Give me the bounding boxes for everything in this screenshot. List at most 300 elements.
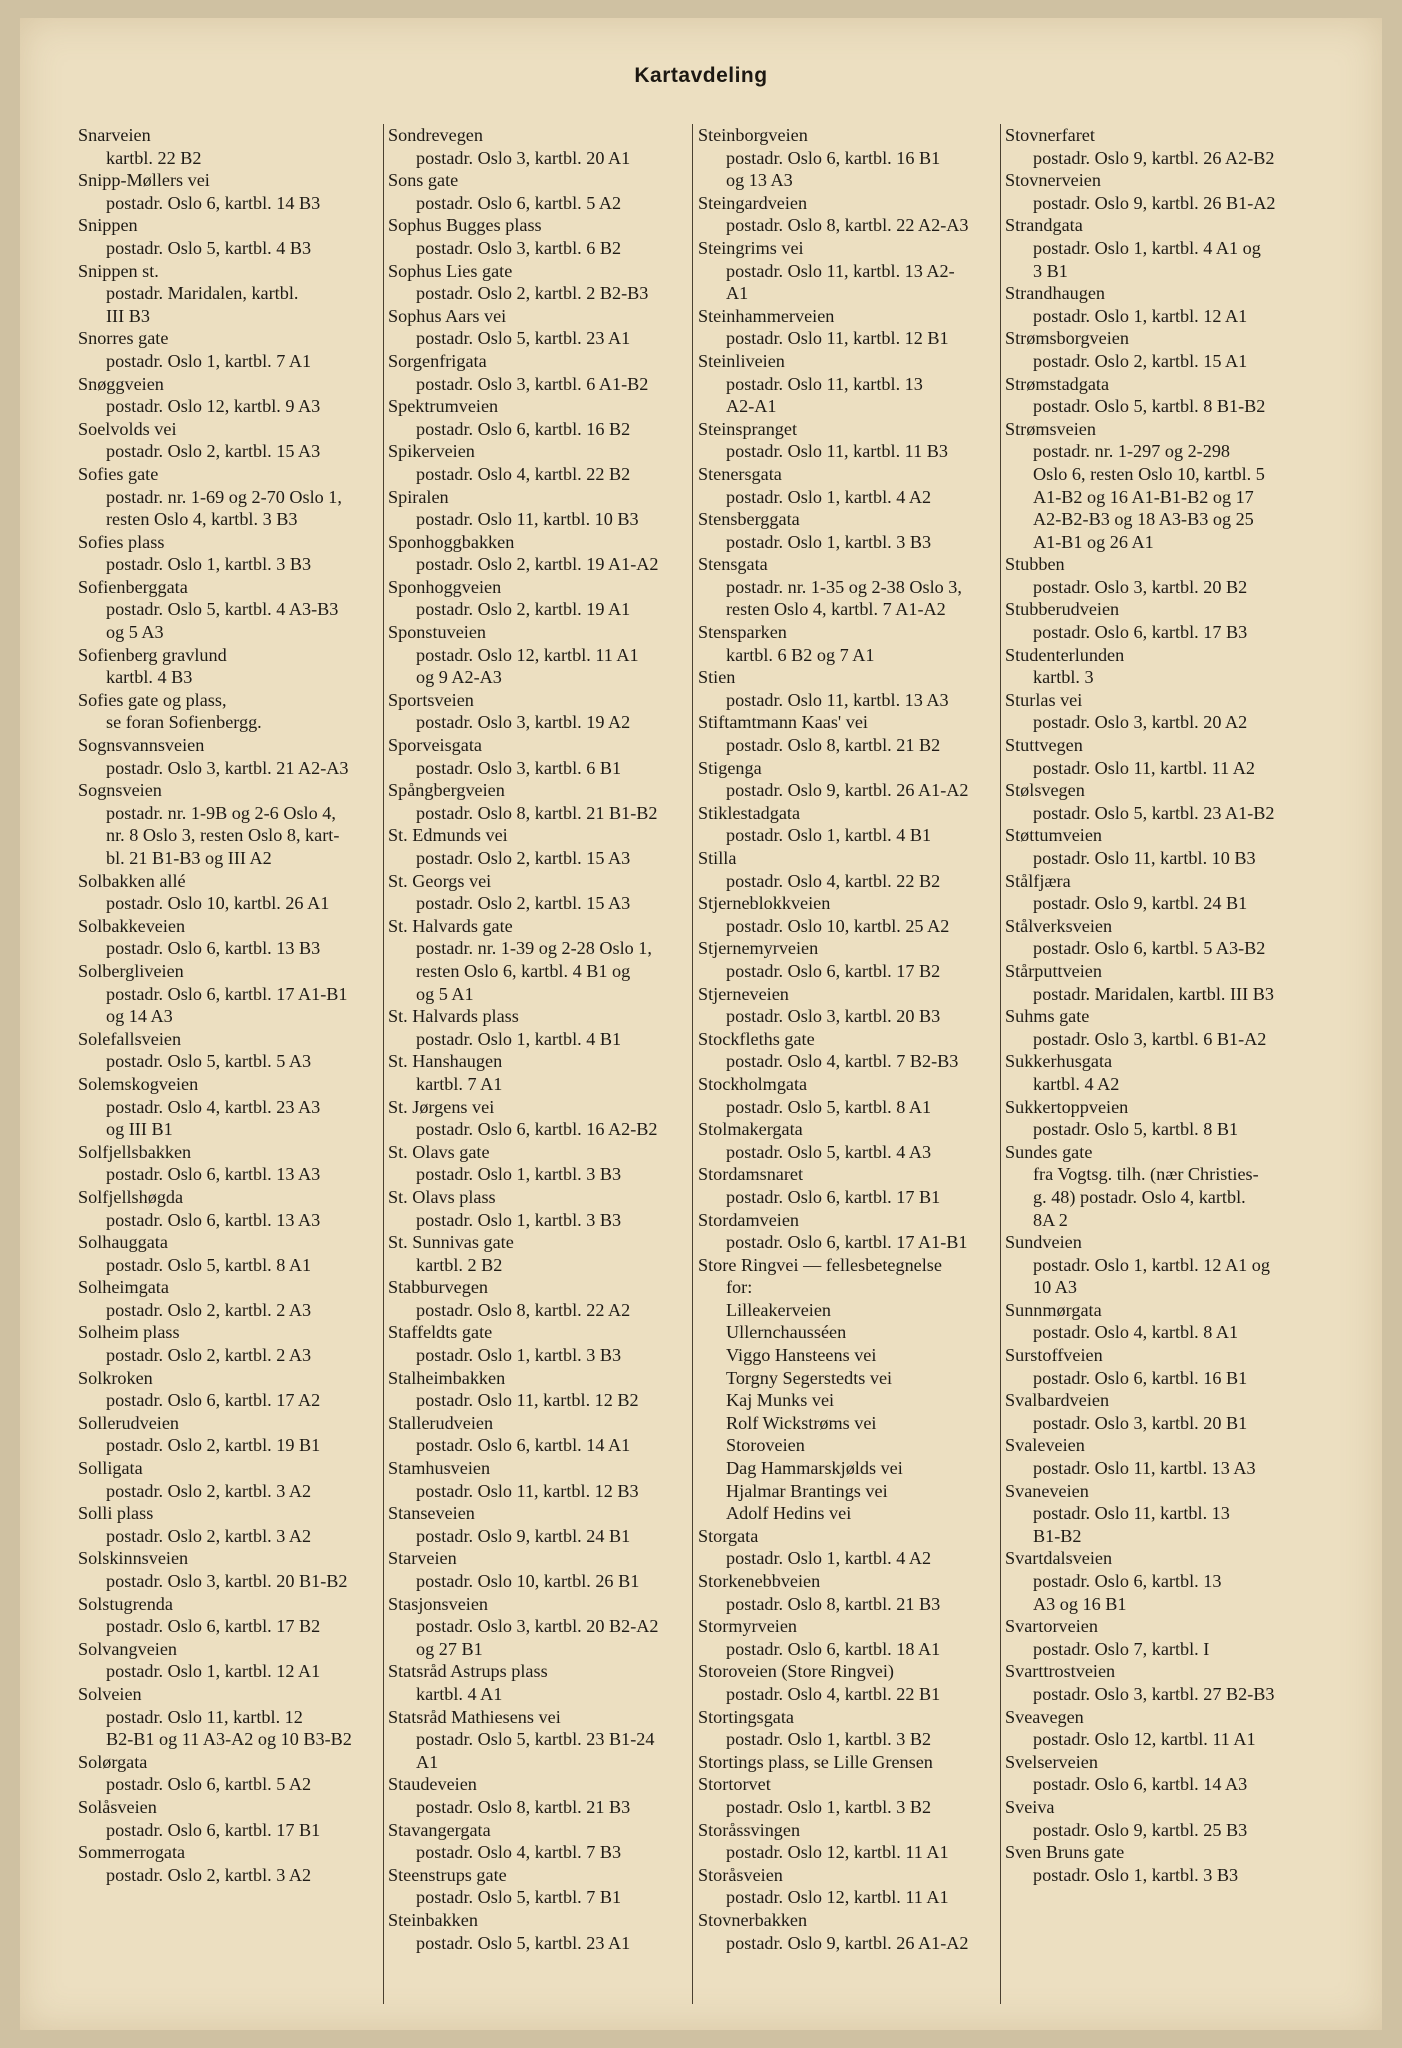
- street-name: Studenterlunden: [1005, 644, 1125, 665]
- street-name: Solheimgata: [78, 1277, 169, 1298]
- street-name: Sporveisgata: [388, 735, 482, 756]
- address-line: postadr. Oslo 6, kartbl. 16 B1: [1033, 1367, 1248, 1388]
- street-entry: [1005, 915, 1315, 960]
- street-entry: [388, 214, 690, 259]
- address-line: Hjalmar Brantings vei: [726, 1480, 888, 1501]
- street-name: Snarveien: [78, 125, 151, 145]
- address-line: kartbl. 4 A2: [1033, 1073, 1120, 1094]
- address-line: resten Oslo 4, kartbl. 3 B3: [106, 509, 298, 530]
- street-entry: [698, 1660, 1000, 1705]
- street-entry: [388, 1660, 690, 1705]
- street-entry: [1005, 1344, 1315, 1389]
- address-line: postadr. Oslo 9, kartbl. 26 A2-B2: [1033, 147, 1275, 168]
- street-entry: [388, 124, 690, 169]
- street-entry: [1005, 870, 1315, 915]
- address-line: og 14 A3: [106, 1006, 173, 1027]
- street-entry: [388, 1367, 690, 1412]
- street-entry: [78, 1638, 383, 1683]
- column-rule: [692, 124, 693, 2004]
- address-line: postadr. Oslo 5, kartbl. 4 A3: [726, 1141, 932, 1162]
- address-line: postadr. Oslo 6, kartbl. 13 A3: [106, 1164, 321, 1185]
- street-name: Stensberggata: [698, 509, 800, 530]
- street-name: Stamhusveien: [388, 1458, 491, 1479]
- address-line: A2-B2-B3 og 18 A3-B3 og 25: [1033, 509, 1254, 530]
- street-entry: [1005, 282, 1315, 327]
- street-name: Stallerudveien: [388, 1412, 494, 1433]
- street-entry: [388, 1412, 690, 1457]
- address-line: postadr. Oslo 5, kartbl. 4 B3: [106, 237, 312, 258]
- street-entry: [388, 1773, 690, 1818]
- street-name: Sophus Aars vei: [388, 305, 507, 326]
- street-entry: [388, 576, 690, 621]
- street-name: St. Hanshaugen: [388, 1051, 503, 1072]
- address-line: postadr. Oslo 6, kartbl. 17 A1-B1: [106, 983, 348, 1004]
- address-line: postadr. Oslo 2, kartbl. 19 A1: [416, 599, 631, 620]
- street-entry: [388, 1502, 690, 1547]
- street-entry: [1005, 1141, 1315, 1231]
- street-entry: [698, 1028, 1000, 1073]
- address-line: A2-A1: [726, 396, 777, 417]
- street-entry: [78, 418, 383, 463]
- street-name: Stortorvet: [698, 1774, 771, 1795]
- address-line: 10 A3: [1033, 1277, 1077, 1298]
- street-name: Snorres gate: [78, 328, 169, 349]
- address-line: postadr. Oslo 3, kartbl. 20 A2: [1033, 712, 1248, 733]
- address-line: Torgny Segerstedts vei: [726, 1367, 893, 1388]
- street-entry: [1005, 1050, 1315, 1095]
- street-name: Stigenga: [698, 757, 762, 778]
- street-name: Solfjellsbakken: [78, 1141, 192, 1162]
- street-name: Solkroken: [78, 1367, 153, 1388]
- address-line: og 27 B1: [416, 1638, 483, 1659]
- street-name: Stalheimbakken: [388, 1367, 506, 1388]
- street-entry: [388, 440, 690, 485]
- street-entry: [698, 1525, 1000, 1570]
- address-line: postadr. Oslo 3, kartbl. 20 B2: [1033, 576, 1248, 597]
- street-entry: [698, 1209, 1000, 1254]
- street-entry: [1005, 418, 1315, 554]
- address-line: postadr. Oslo 4, kartbl. 7 B2-B3: [726, 1051, 959, 1072]
- address-line: postadr. nr. 1-69 og 2-70 Oslo 1,: [106, 486, 342, 507]
- address-line: postadr. Oslo 11, kartbl. 10 B3: [1033, 848, 1256, 868]
- address-line: se foran Sofienbergg.: [106, 712, 262, 733]
- street-name: Sofies gate og plass,: [78, 689, 227, 710]
- address-line: postadr. Oslo 5, kartbl. 8 B1-B2: [1033, 396, 1266, 417]
- address-line: kartbl. 6 B2 og 7 A1: [726, 644, 875, 665]
- address-line: kartbl. 4 B3: [106, 667, 193, 688]
- street-entry: [388, 260, 690, 305]
- street-name: Solfjellshøgda: [78, 1186, 184, 1207]
- street-name: Sturlas vei: [1005, 689, 1083, 710]
- street-name: Snøggveien: [78, 373, 164, 394]
- street-entry: [78, 327, 383, 372]
- address-line: nr. 8 Oslo 3, resten Oslo 8, kart-: [106, 825, 340, 846]
- address-line: postadr. Oslo 12, kartbl. 11 A1: [726, 1842, 949, 1863]
- street-name: Strømsborgveien: [1005, 328, 1129, 349]
- street-name: Stjernemyrveien: [698, 938, 819, 959]
- address-line: postadr. Oslo 9, kartbl. 25 B3: [1033, 1819, 1248, 1840]
- address-line: postadr. nr. 1-35 og 2-38 Oslo 3,: [726, 576, 962, 597]
- street-name: Solskinnsveien: [78, 1548, 189, 1569]
- address-line: resten Oslo 6, kartbl. 4 B1 og: [416, 960, 631, 981]
- street-name: Storgata: [698, 1525, 759, 1546]
- street-entry: [698, 1751, 1000, 1774]
- address-line: postadr. Oslo 8, kartbl. 21 B3: [726, 1593, 941, 1614]
- street-entry: [1005, 644, 1315, 689]
- street-entry: [388, 486, 690, 531]
- address-line: postadr. Oslo 6, kartbl. 5 A2: [106, 1774, 312, 1795]
- street-name: Stasjonsveien: [388, 1593, 489, 1614]
- address-line: postadr. Oslo 2, kartbl. 2 A3: [106, 1345, 312, 1366]
- street-name: Sven Bruns gate: [1005, 1842, 1125, 1863]
- address-line: Adolf Hedins vei: [726, 1503, 852, 1524]
- address-line: postadr. Oslo 12, kartbl. 11 A1: [1033, 1729, 1256, 1750]
- street-entry: [78, 1796, 383, 1841]
- address-line: postadr. Oslo 3, kartbl. 6 B1-A2: [1033, 1028, 1267, 1049]
- street-entry: [78, 689, 383, 734]
- street-entry: [78, 1231, 383, 1276]
- address-line: postadr. Oslo 1, kartbl. 12 A1 og: [1033, 1254, 1270, 1275]
- street-entry: [1005, 779, 1315, 824]
- street-entry: [388, 1909, 690, 1954]
- street-entry: [78, 260, 383, 328]
- street-entry: [1005, 1547, 1315, 1615]
- street-entry: [698, 1073, 1000, 1118]
- street-name: Stabburvegen: [388, 1277, 489, 1298]
- address-line: postadr. Oslo 4, kartbl. 22 B2: [726, 870, 941, 891]
- street-entry: [388, 689, 690, 734]
- street-entry: [78, 531, 383, 576]
- street-name: Solligata: [78, 1458, 143, 1479]
- street-entry: [78, 1751, 383, 1796]
- street-name: Stordamsnaret: [698, 1164, 804, 1185]
- address-line: postadr. Oslo 1, kartbl. 4 A2: [726, 486, 932, 507]
- street-name: Sukkerhusgata: [1005, 1051, 1113, 1072]
- street-entry: [388, 1457, 690, 1502]
- street-entry: [388, 1706, 690, 1774]
- street-entry: [78, 373, 383, 418]
- street-entry: [698, 350, 1000, 418]
- address-line: postadr. Oslo 11, kartbl. 12: [106, 1706, 303, 1727]
- address-line: 8A 2: [1033, 1209, 1068, 1230]
- address-line: Ullernchausséen: [726, 1322, 847, 1343]
- street-name: Solhauggata: [78, 1232, 168, 1253]
- street-entry: [388, 734, 690, 779]
- address-line: postadr. Oslo 9, kartbl. 24 B1: [1033, 893, 1248, 914]
- address-line: kartbl. 2 B2: [416, 1254, 503, 1275]
- address-line: postadr. Oslo 9, kartbl. 26 B1-A2: [1033, 192, 1276, 213]
- column-4: [1005, 124, 1315, 1886]
- street-name: Stålfjæra: [1005, 870, 1071, 891]
- street-entry: [78, 779, 383, 869]
- address-line: postadr. Oslo 6, kartbl. 13 B3: [106, 938, 321, 959]
- street-entry: [78, 1593, 383, 1638]
- street-name: Stordamveien: [698, 1209, 800, 1230]
- street-name: Solåsveien: [78, 1796, 157, 1817]
- address-line: postadr. Oslo 9, kartbl. 26 A1-A2: [726, 1932, 969, 1953]
- street-entry: [388, 1276, 690, 1321]
- address-line: postadr. Oslo 9, kartbl. 26 A1-A2: [726, 780, 969, 801]
- address-line: postadr. Oslo 1, kartbl. 4 A2: [726, 1548, 932, 1569]
- street-name: Staudeveien: [388, 1774, 477, 1795]
- address-line: postadr. Oslo 11, kartbl. 12 B3: [416, 1480, 639, 1501]
- street-name: Snippen: [78, 215, 138, 236]
- street-name: Svartorveien: [1005, 1616, 1098, 1637]
- street-name: Solbakken allé: [78, 870, 186, 891]
- address-line: postadr. Oslo 10, kartbl. 26 B1: [416, 1571, 640, 1591]
- address-line: fra Vogtsg. tilh. (nær Christies-: [1033, 1164, 1259, 1185]
- address-line: postadr. Oslo 11, kartbl. 13: [726, 373, 923, 394]
- street-entry: [698, 621, 1000, 666]
- page-title: Kartavdeling: [634, 64, 768, 87]
- street-name: Strandhaugen: [1005, 283, 1106, 304]
- address-line: postadr. Oslo 8, kartbl. 22 A2: [416, 1299, 631, 1320]
- street-entry: [78, 1141, 383, 1186]
- address-line: postadr. Oslo 6, kartbl. 16 B1: [726, 147, 941, 168]
- street-entry: [388, 531, 690, 576]
- street-name: Steingardveien: [698, 192, 808, 213]
- street-name: Sognsvannsveien: [78, 735, 205, 756]
- address-line: postadr. Oslo 12, kartbl. 11 A1: [416, 644, 639, 665]
- street-entry: [1005, 169, 1315, 214]
- address-line: Lilleakerveien: [726, 1299, 832, 1320]
- address-line: postadr. Oslo 2, kartbl. 19 B1: [106, 1435, 321, 1456]
- address-line: postadr. Oslo 1, kartbl. 3 B3: [106, 554, 312, 575]
- address-line: kartbl. 22 B2: [106, 147, 202, 168]
- address-line: Dag Hammarskjølds vei: [726, 1458, 903, 1479]
- street-name: Steenstrups gate: [388, 1864, 507, 1885]
- street-entry: [388, 1321, 690, 1366]
- street-name: Stensgata: [698, 554, 768, 575]
- street-entry: [1005, 1796, 1315, 1841]
- street-name: Sons gate: [388, 170, 459, 191]
- address-line: postadr. Oslo 3, kartbl. 6 B2: [416, 237, 622, 258]
- address-line: postadr. Oslo 3, kartbl. 19 A2: [416, 712, 631, 733]
- street-entry: [388, 1050, 690, 1095]
- street-name: Statsråd Mathiesens vei: [388, 1706, 561, 1727]
- address-line: postadr. Oslo 6, kartbl. 14 B3: [106, 192, 321, 213]
- address-line: postadr. Maridalen, kartbl. III B3: [1033, 983, 1274, 1004]
- street-name: Stortingsgata: [698, 1706, 794, 1727]
- street-entry: [698, 892, 1000, 937]
- street-entry: [388, 395, 690, 440]
- column-rule: [383, 124, 384, 2004]
- street-entry: [78, 1841, 383, 1886]
- street-name: St. Jørgens vei: [388, 1096, 495, 1117]
- street-name: St. Halvards plass: [388, 1006, 519, 1027]
- address-line: postadr. Oslo 6, kartbl. 17 B2: [106, 1616, 321, 1637]
- street-entry: [698, 553, 1000, 621]
- street-name: Storåsveien: [698, 1864, 783, 1885]
- street-entry: [698, 1254, 1000, 1525]
- street-name: Svaneveien: [1005, 1480, 1089, 1501]
- street-entry: [78, 1683, 383, 1751]
- address-line: postadr. Oslo 9, kartbl. 24 B1: [416, 1525, 631, 1546]
- street-name: Steinliveien: [698, 350, 785, 371]
- address-line: postadr. Oslo 11, kartbl. 10 B3: [416, 509, 639, 530]
- address-line: postadr. Oslo 4, kartbl. 8 A1: [1033, 1322, 1239, 1343]
- address-line: postadr. Oslo 5, kartbl. 7 B1: [416, 1887, 622, 1908]
- street-entry: [1005, 1615, 1315, 1660]
- street-entry: [698, 983, 1000, 1028]
- street-entry: [1005, 1231, 1315, 1299]
- street-name: Solvangveien: [78, 1638, 178, 1659]
- column-3: [698, 124, 1000, 1954]
- street-name: Solbergliveien: [78, 960, 184, 981]
- address-line: postadr. Oslo 5, kartbl. 4 A3-B3: [106, 599, 339, 620]
- street-name: Stensparken: [698, 622, 787, 643]
- street-name: Sukkertoppveien: [1005, 1096, 1129, 1117]
- street-entry: [388, 1096, 690, 1141]
- street-name: Sportsveien: [388, 689, 474, 710]
- street-name: Sunnmørgata: [1005, 1299, 1102, 1320]
- address-line: postadr. Oslo 6, kartbl. 18 A1: [726, 1638, 941, 1659]
- address-line: postadr. Oslo 5, kartbl. 8 A1: [106, 1254, 312, 1275]
- address-line: postadr. Oslo 12, kartbl. 11 A1: [726, 1887, 949, 1908]
- street-name: Store Ringvei — fellesbetegnelse: [698, 1254, 942, 1275]
- address-line: postadr. Oslo 3, kartbl. 6 A1-B2: [416, 373, 649, 394]
- address-line: Viggo Hansteens vei: [726, 1345, 877, 1366]
- street-entry: [698, 1615, 1000, 1660]
- address-line: A1: [416, 1751, 439, 1772]
- address-line: Storoveien: [726, 1435, 805, 1456]
- street-name: Solemskogveien: [78, 1073, 199, 1094]
- street-entry: [698, 1163, 1000, 1208]
- street-name: Stjerneblokkveien: [698, 893, 831, 914]
- address-line: postadr. Oslo 6, kartbl. 17 A1-B1: [726, 1232, 968, 1253]
- address-line: postadr. Oslo 8, kartbl. 21 B2: [726, 735, 941, 756]
- street-entry: [1005, 327, 1315, 372]
- address-line: kartbl. 3: [1033, 667, 1094, 688]
- street-name: Stockholmgata: [698, 1073, 808, 1094]
- street-entry: [698, 757, 1000, 802]
- street-entry: [1005, 689, 1315, 734]
- street-entry: [698, 305, 1000, 350]
- street-entry: [698, 463, 1000, 508]
- street-entry: [698, 666, 1000, 711]
- street-name: Steinborgveien: [698, 125, 808, 145]
- address-line: III B3: [106, 305, 150, 326]
- street-name: Suhms gate: [1005, 1006, 1090, 1027]
- street-entry: [388, 305, 690, 350]
- street-name: Solli plass: [78, 1503, 154, 1524]
- address-line: postadr. Oslo 1, kartbl. 3 B2: [726, 1796, 932, 1817]
- street-entry: [388, 169, 690, 214]
- address-line: for:: [726, 1277, 753, 1298]
- street-entry: [78, 1367, 383, 1412]
- address-line: postadr. Oslo 5, kartbl. 8 B1: [1033, 1119, 1239, 1140]
- street-entry: [1005, 960, 1315, 1005]
- street-entry: [698, 847, 1000, 892]
- address-line: postadr. Oslo 2, kartbl. 15 A3: [416, 848, 631, 868]
- street-name: Storoveien (Store Ringvei): [698, 1661, 894, 1682]
- address-line: postadr. Oslo 1, kartbl. 3 B3: [416, 1209, 622, 1230]
- address-line: postadr. Oslo 12, kartbl. 9 A3: [106, 396, 321, 417]
- address-line: postadr. Oslo 10, kartbl. 26 A1: [106, 893, 330, 914]
- address-line: A1-B2 og 16 A1-B1-B2 og 17: [1033, 486, 1254, 507]
- address-line: postadr. Oslo 11, kartbl. 13: [1033, 1503, 1230, 1524]
- address-line: postadr. nr. 1-9B og 2-6 Oslo 4,: [106, 802, 336, 823]
- street-name: Solbakkeveien: [78, 915, 186, 936]
- street-name: Stølsvegen: [1005, 780, 1085, 801]
- address-line: postadr. Oslo 1, kartbl. 12 A1: [106, 1661, 321, 1682]
- address-line: postadr. Oslo 6, kartbl. 14 A1: [416, 1435, 631, 1456]
- street-entry: [78, 1276, 383, 1321]
- street-name: St. Georgs vei: [388, 870, 492, 891]
- street-name: Stjerneveien: [698, 983, 789, 1004]
- street-name: Steingrims vei: [698, 237, 804, 258]
- street-entry: [78, 124, 383, 169]
- column-1: [78, 124, 383, 1886]
- address-line: Kaj Munks vei: [726, 1390, 835, 1411]
- address-line: postadr. Oslo 6, kartbl. 14 A3: [1033, 1774, 1248, 1795]
- street-name: Spångbergveien: [388, 780, 505, 801]
- street-entry: [698, 192, 1000, 237]
- street-name: Stovnerveien: [1005, 170, 1101, 191]
- address-line: postadr. Oslo 2, kartbl. 15 A3: [416, 893, 631, 914]
- street-entry: [698, 1773, 1000, 1818]
- column-rule: [1000, 124, 1001, 2004]
- street-name: Spektrumveien: [388, 396, 499, 417]
- street-entry: [1005, 1434, 1315, 1479]
- address-line: postadr. Oslo 6, kartbl. 17 A2: [106, 1390, 321, 1411]
- street-entry: [1005, 373, 1315, 418]
- street-entry: [388, 824, 690, 869]
- street-name: Stolmakergata: [698, 1119, 803, 1140]
- address-line: postadr. Oslo 6, kartbl. 17 B1: [106, 1819, 321, 1840]
- street-name: Solefallsveien: [78, 1028, 182, 1049]
- street-entry: [1005, 1841, 1315, 1886]
- address-line: og III B1: [106, 1119, 173, 1140]
- street-name: Sollerudveien: [78, 1412, 180, 1433]
- street-name: Stortings plass, se Lille Grensen: [698, 1751, 933, 1772]
- street-entry: [388, 1819, 690, 1864]
- address-line: bl. 21 B1-B3 og III A2: [106, 848, 272, 868]
- street-name: Stuttvegen: [1005, 735, 1083, 756]
- address-line: postadr. Oslo 3, kartbl. 20 A1: [416, 147, 631, 168]
- street-name: Solveien: [78, 1683, 142, 1704]
- street-name: Solørgata: [78, 1751, 148, 1772]
- address-line: Oslo 6, resten Oslo 10, kartbl. 5: [1033, 463, 1265, 484]
- street-name: Sponstuveien: [388, 622, 487, 643]
- street-entry: [698, 237, 1000, 305]
- address-line: 3 B1: [1033, 260, 1068, 281]
- street-name: Støttumveien: [1005, 825, 1102, 846]
- street-entry: [78, 1073, 383, 1141]
- street-entry: [698, 1706, 1000, 1751]
- street-name: Spiralen: [388, 486, 449, 507]
- street-name: Sofienberggata: [78, 576, 188, 597]
- street-entry: [1005, 553, 1315, 598]
- street-entry: [388, 350, 690, 395]
- street-name: Staffeldts gate: [388, 1322, 493, 1343]
- street-entry: [1005, 824, 1315, 869]
- street-entry: [388, 1141, 690, 1186]
- address-line: postadr. Oslo 5, kartbl. 23 A1: [416, 328, 631, 349]
- address-line: postadr. Oslo 1, kartbl. 3 B2: [726, 1729, 932, 1750]
- address-line: postadr. Oslo 2, kartbl. 15 A1: [1033, 350, 1248, 371]
- street-entry: [388, 621, 690, 689]
- street-entry: [698, 124, 1000, 192]
- street-entry: [1005, 734, 1315, 779]
- street-name: Stavangergata: [388, 1819, 491, 1840]
- street-entry: [698, 1570, 1000, 1615]
- street-name: Sponhoggbakken: [388, 531, 515, 552]
- street-entry: [78, 1547, 383, 1592]
- street-entry: [1005, 1389, 1315, 1434]
- address-line: postadr. Oslo 5, kartbl. 8 A1: [726, 1096, 932, 1117]
- street-name: Stanseveien: [388, 1503, 475, 1524]
